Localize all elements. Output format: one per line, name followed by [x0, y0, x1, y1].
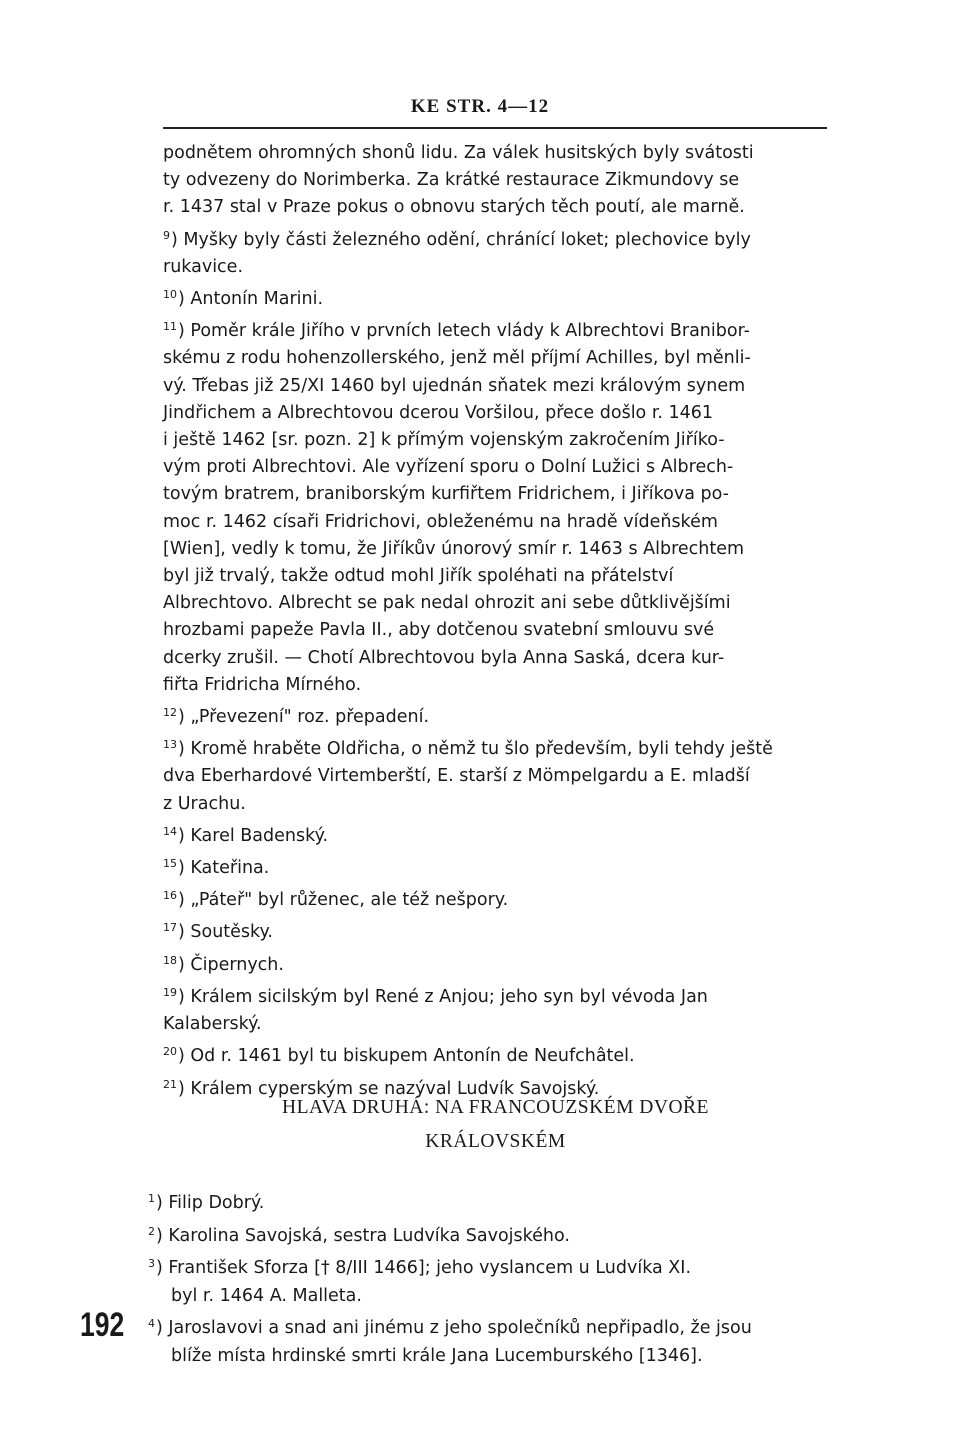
footnote-line [163, 563, 828, 590]
footnote-text: Kromě hraběte Oldřicha, o němž tu šlo především, byli tehdy ještě [190, 739, 773, 760]
footnote-text: Soutěsky. [190, 922, 273, 943]
footnote-text: Králem sicilským byl René z Anjou; jeho syn byl vévoda Jan [190, 986, 708, 1007]
footnote-text: tovým bratrem, braniborským kurfiřtem Fridrichem, i Jiříkova po- [163, 484, 729, 505]
footnote-line [163, 373, 828, 400]
footnote-text: Králem cyperským se nazýval Ludvík Savojský. [190, 1078, 600, 1099]
footnote-text: Kalaberský. [163, 1014, 262, 1035]
footnote-number: 4 [148, 1317, 155, 1331]
footnotes-chapter-two [148, 1185, 838, 1371]
footnote-text: blíže místa hrdinské smrti krále Jana Lucemburského [1346]. [171, 1345, 703, 1366]
footnote-line [163, 509, 828, 536]
footnote-text: hrozbami papeže Pavla II., aby dotčenou svatební smlouvu své [163, 620, 715, 641]
footnote-text: „Páteř" byl růženec, ale též nešpory. [190, 890, 509, 911]
footnote-line [163, 979, 828, 1011]
footnote-text: podnětem ohromných shonů lidu. Za válek husitských byly svátosti [163, 143, 754, 163]
footnote-text: Kateřina. [190, 858, 270, 879]
page-number: 192 [80, 1306, 125, 1344]
footnote-text: z Urachu. [163, 793, 246, 814]
footnote-line [148, 1250, 838, 1283]
footnote [163, 731, 828, 818]
footnote-line [163, 1038, 828, 1070]
footnote-line [163, 167, 828, 194]
footnote-text: fiřta Fridricha Mírného. [163, 674, 362, 695]
footnote-number: 20 [163, 1045, 177, 1059]
footnote-line [163, 645, 828, 672]
footnote-number: 17 [163, 921, 177, 935]
footnote-text: moc r. 1462 císaři Fridrichovi, obleženému na hradě vídeňském [163, 511, 718, 532]
footnote-line [163, 791, 828, 818]
footnote-line [163, 947, 828, 979]
footnote-number: 2 [148, 1224, 155, 1238]
footnote-line [163, 454, 828, 481]
header-rule [163, 127, 827, 129]
footnote-text: [Wien], vedly k tomu, že Jiříkův únorový smír r. 1463 s Albrechtem [163, 538, 745, 559]
footnote-text: Jindřichem a Albrechtovou dcerou Voršilou, přece došlo r. 1461 [163, 402, 714, 423]
footnote-line [163, 914, 828, 946]
footnote-paren: ) [156, 1318, 169, 1339]
footnote-line [163, 818, 828, 850]
footnote-line [148, 1343, 838, 1371]
footnote-number: 19 [163, 985, 177, 999]
footnote [163, 140, 828, 222]
footnote-text: František Sforza [† 8/III 1466]; jeho vyslancem u Ludvíka XI. [168, 1258, 692, 1279]
footnotes-chapter-one [163, 140, 828, 1103]
footnote [163, 850, 828, 882]
chapter-heading-line1: HLAVA DRUHÁ: NA FRANCOUZSKÉM DVOŘE [282, 1097, 709, 1118]
footnote [163, 281, 828, 313]
footnote-paren: ) [178, 825, 191, 846]
footnote [163, 979, 828, 1038]
footnote-line [163, 617, 828, 644]
footnote-number: 12 [163, 706, 177, 720]
footnote-text: Antonín Marini. [190, 289, 324, 310]
footnote-paren: ) [156, 1193, 169, 1213]
footnote-paren: ) [178, 289, 191, 310]
footnote-paren: ) [178, 922, 191, 943]
footnote-number: 3 [148, 1257, 155, 1271]
footnote [163, 699, 828, 731]
footnote-paren: ) [171, 229, 184, 250]
footnote [163, 222, 828, 281]
footnote-number: 16 [163, 889, 177, 903]
footnote-number: 9 [163, 228, 170, 242]
footnote-number: 1 [148, 1192, 155, 1205]
footnote-line [148, 1185, 838, 1218]
footnote [163, 947, 828, 979]
footnote [148, 1185, 838, 1218]
footnote-text: Čipernych. [190, 954, 284, 975]
footnote-line [163, 590, 828, 617]
footnote-text: Filip Dobrý. [168, 1193, 265, 1213]
footnote-paren: ) [178, 986, 191, 1007]
footnote-line [163, 850, 828, 882]
footnote-text: Karolina Savojská, sestra Ludvíka Savojského. [168, 1225, 570, 1246]
footnote-text: byl r. 1464 A. Malleta. [171, 1285, 362, 1306]
footnote [148, 1218, 838, 1251]
footnote-line [163, 254, 828, 281]
footnote-text: skému z rodu hohenzollerského, jenž měl příjmí Achilles, byl měnli- [163, 348, 751, 369]
footnote-text: dva Eberhardové Virtemberští, E. starší z Mömpelgardu a E. mladší [163, 766, 750, 787]
footnote-line [163, 313, 828, 345]
footnote [163, 818, 828, 850]
footnote-number: 14 [163, 824, 177, 838]
footnote-line [163, 1011, 828, 1038]
footnote-text: byl již trvalý, takže odtud mohl Jiřík spoléhati na přátelství [163, 566, 674, 587]
footnote-line [163, 427, 828, 454]
footnote-line [163, 194, 828, 221]
footnote-paren: ) [178, 1078, 191, 1099]
footnote-text: Jaroslavovi a snad ani jinému z jeho společníků nepřipadlo, že jsou [168, 1318, 752, 1339]
chapter-heading-line2: KRÁLOVSKÉM [425, 1131, 566, 1152]
footnote-number: 15 [163, 857, 177, 871]
footnote [148, 1310, 838, 1370]
footnote-line [163, 731, 828, 763]
footnote-paren: ) [178, 1046, 191, 1067]
footnote-number: 13 [163, 738, 177, 752]
footnote-line [163, 222, 828, 254]
footnote-number: 21 [163, 1077, 177, 1091]
footnote-text: Albrechtovo. Albrecht se pak nedal ohrozit ani sebe důtklivějšími [163, 593, 731, 614]
footnote-line [163, 140, 828, 167]
footnote [148, 1250, 838, 1310]
footnote-line [163, 400, 828, 427]
footnote-text: ty odvezeny do Norimberka. Za krátké restaurace Zikmundovy se [163, 170, 740, 191]
footnote-text: vým proti Albrechtovi. Ale vyřízení sporu o Dolní Lužici s Albrech- [163, 457, 734, 478]
footnote-text: i ještě 1462 [sr. pozn. 2] k přímým vojenským zakročením Jiříko- [163, 430, 725, 451]
footnote [163, 914, 828, 946]
footnote-paren: ) [178, 890, 191, 911]
footnote [163, 882, 828, 914]
footnote-line [163, 281, 828, 313]
footnote-text: dcerky zrušil. — Chotí Albrechtovou byla Anna Saská, dcera kur- [163, 647, 725, 668]
footnote-line [163, 699, 828, 731]
footnote-text: Poměr krále Jiřího v prvních letech vlády k Albrechtovi Branibor- [190, 321, 750, 342]
footnote-line [148, 1218, 838, 1251]
footnote-line [163, 882, 828, 914]
footnote-line [148, 1283, 838, 1311]
footnote-paren: ) [178, 321, 191, 342]
footnote-line [148, 1310, 838, 1343]
footnote-text: „Převezení" roz. přepadení. [190, 707, 430, 728]
footnote-text: Myšky byly části železného odění, chránící loket; plechovice byly [183, 229, 751, 250]
footnote-text: vý. Třebas již 25/XI 1460 byl ujednán sňatek mezi královým synem [163, 375, 746, 396]
footnote-text: Karel Badenský. [190, 825, 329, 846]
footnote-paren: ) [178, 739, 191, 760]
footnote-line [163, 763, 828, 790]
footnote-paren: ) [156, 1258, 169, 1279]
footnote-text: Od r. 1461 byl tu biskupem Antonín de Neufchâtel. [190, 1046, 635, 1067]
footnote [163, 313, 828, 699]
footnote-number: 11 [163, 320, 177, 334]
footnote-paren: ) [178, 858, 191, 879]
footnote-paren: ) [178, 954, 191, 975]
footnote-line [163, 536, 828, 563]
footnote-line [163, 481, 828, 508]
footnote-number: 18 [163, 953, 177, 967]
running-header: KE STR. 4—12 [410, 96, 550, 117]
footnote-text: rukavice. [163, 256, 244, 277]
footnote-line [163, 345, 828, 372]
footnote-number: 10 [163, 288, 177, 302]
footnote-paren: ) [178, 707, 191, 728]
footnote-paren: ) [156, 1225, 169, 1246]
footnote [163, 1038, 828, 1070]
footnote-line [163, 672, 828, 699]
footnote-text: r. 1437 stal v Praze pokus o obnovu starých těch poutí, ale marně. [163, 197, 745, 218]
